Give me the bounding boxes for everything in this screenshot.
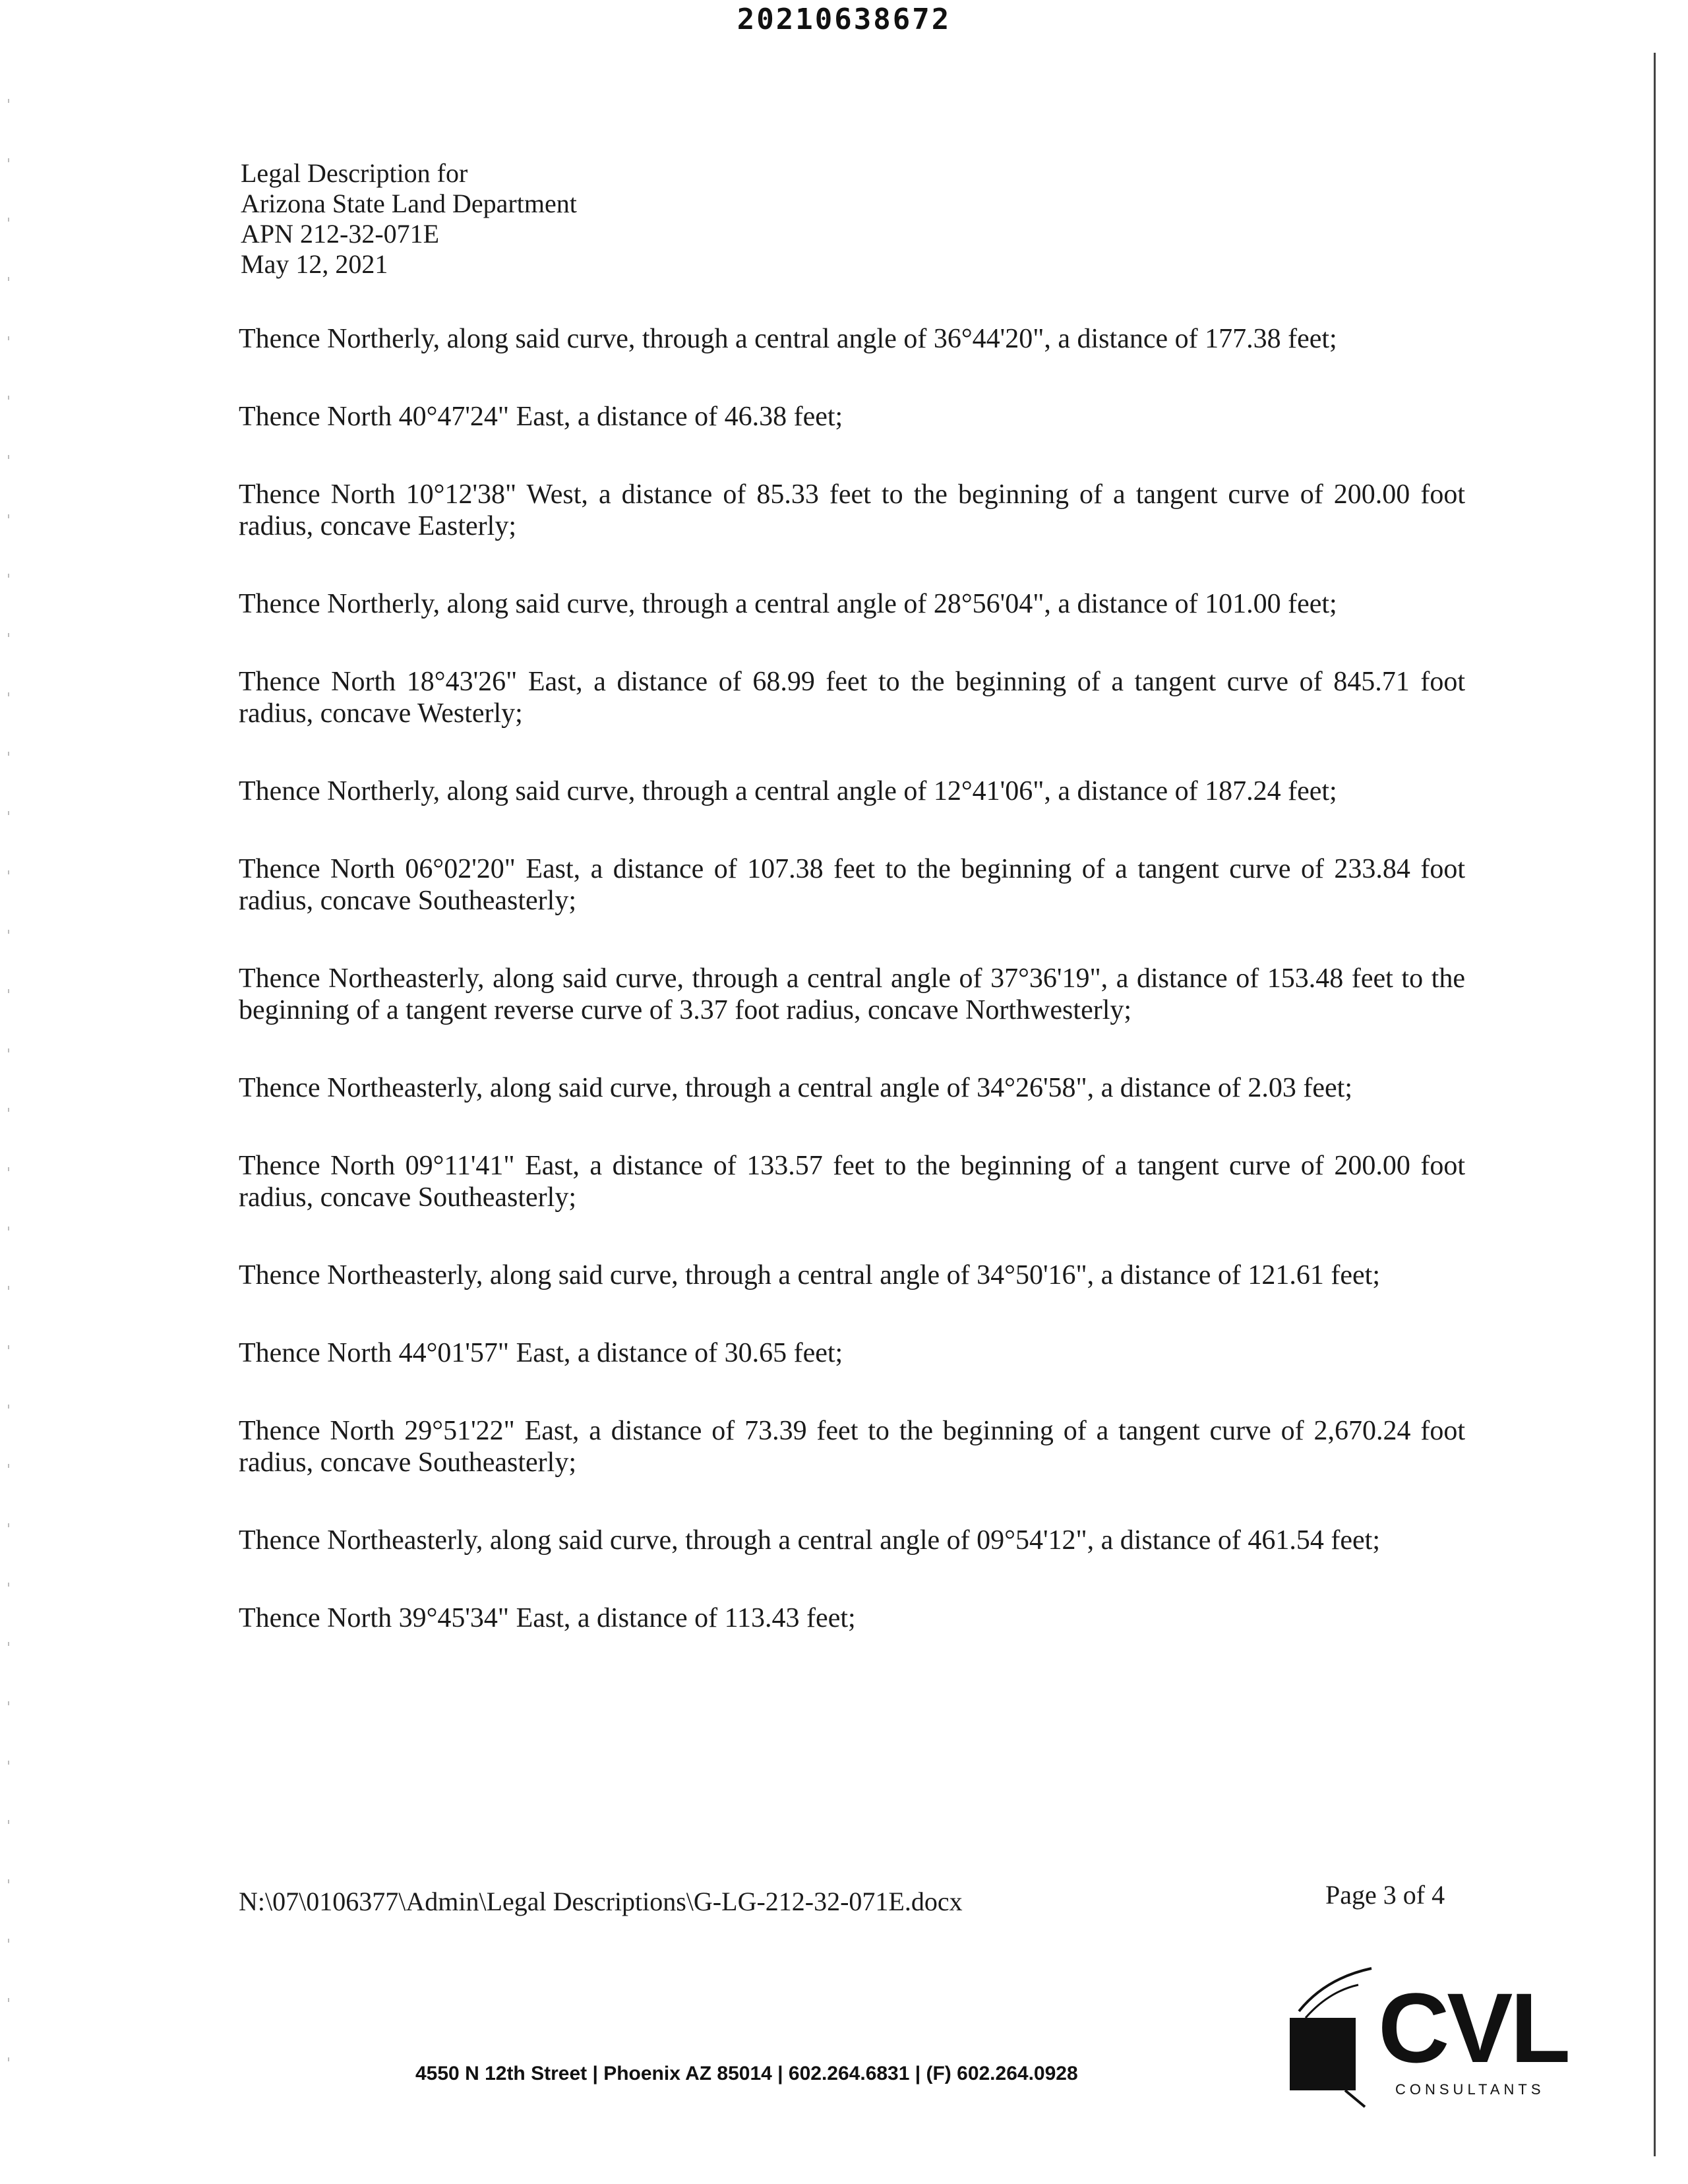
course-paragraph: Thence Northeasterly, along said curve, through a central angle of 37°36'19", a distance of 153.48 feet to the beginning of a tangent reverse curve of 3.37 foot radius, concave Northwesterly; [239,963,1465,1025]
header-line: May 12, 2021 [241,249,388,279]
company-address: 4550 N 12th Street | Phoenix AZ 85014 | 602.264.6831 | (F) 602.264.0928 [415,2063,1078,2084]
course-paragraph: Thence Northerly, along said curve, through a central angle of 28°56'04", a distance of 101.00 feet; [239,589,1337,619]
header-line: Arizona State Land Department [241,189,577,218]
course-paragraph: Thence Northerly, along said curve, through a central angle of 12°41'06", a distance of 187.24 feet; [239,776,1337,806]
course-paragraph: Thence North 18°43'26" East, a distance of 68.99 feet to the beginning of a tangent curve of 845.71 foot radius, concave Westerly; [239,667,1465,729]
scan-edge-speckle [8,99,9,2077]
course-paragraph: Thence North 40°47'24" East, a distance of 46.38 feet; [239,402,843,432]
logo-text: CVL [1378,1972,1568,2083]
course-paragraph: Thence Northerly, along said curve, through a central angle of 36°44'20", a distance of 177.38 feet; [239,324,1337,354]
course-paragraph: Thence North 09°11'41" East, a distance of 133.57 feet to the beginning of a tangent curve of 200.00 foot radius, concave Southeasterly; [239,1151,1465,1213]
course-paragraph: Thence North 06°02'20" East, a distance of 107.38 feet to the beginning of a tangent curve of 233.84 foot radius, concave Southeasterly; [239,854,1465,916]
header-line: APN 212-32-071E [241,219,440,249]
course-paragraph: Thence Northeasterly, along said curve, through a central angle of 09°54'12", a distance of 461.54 feet; [239,1525,1381,1556]
course-paragraph: Thence North 44°01'57" East, a distance of 30.65 feet; [239,1338,843,1368]
company-logo [1279,1965,1589,2110]
logo-subtext: CONSULTANTS [1395,2081,1545,2098]
course-paragraph: Thence North 29°51'22" East, a distance of 73.39 feet to the beginning of a tangent curve of 2,670.24 foot radius, concave Southeasterly; [239,1416,1465,1478]
scan-edge-rule [1654,53,1656,2156]
legal-description-body [239,323,1465,1680]
course-paragraph: Thence Northeasterly, along said curve, through a central angle of 34°50'16", a distance of 121.61 feet; [239,1260,1381,1290]
recording-number: 20210638672 [737,3,951,36]
course-paragraph: Thence Northeasterly, along said curve, through a central angle of 34°26'58", a distance of 2.03 feet; [239,1073,1353,1103]
course-paragraph: Thence North 10°12'38" West, a distance of 85.33 feet to the beginning of a tangent curve of 200.00 foot radius, concave Easterly; [239,479,1465,541]
course-paragraph: Thence North 39°45'34" East, a distance of 113.43 feet; [239,1603,856,1633]
logo-mark-icon [1279,1965,1385,2110]
page-number: Page 3 of 4 [1325,1880,1445,1910]
file-path: N:\07\0106377\Admin\Legal Descriptions\G-LG-212-32-071E.docx [239,1887,963,1916]
document-header [241,158,577,280]
header-line: Legal Description for [241,158,468,188]
